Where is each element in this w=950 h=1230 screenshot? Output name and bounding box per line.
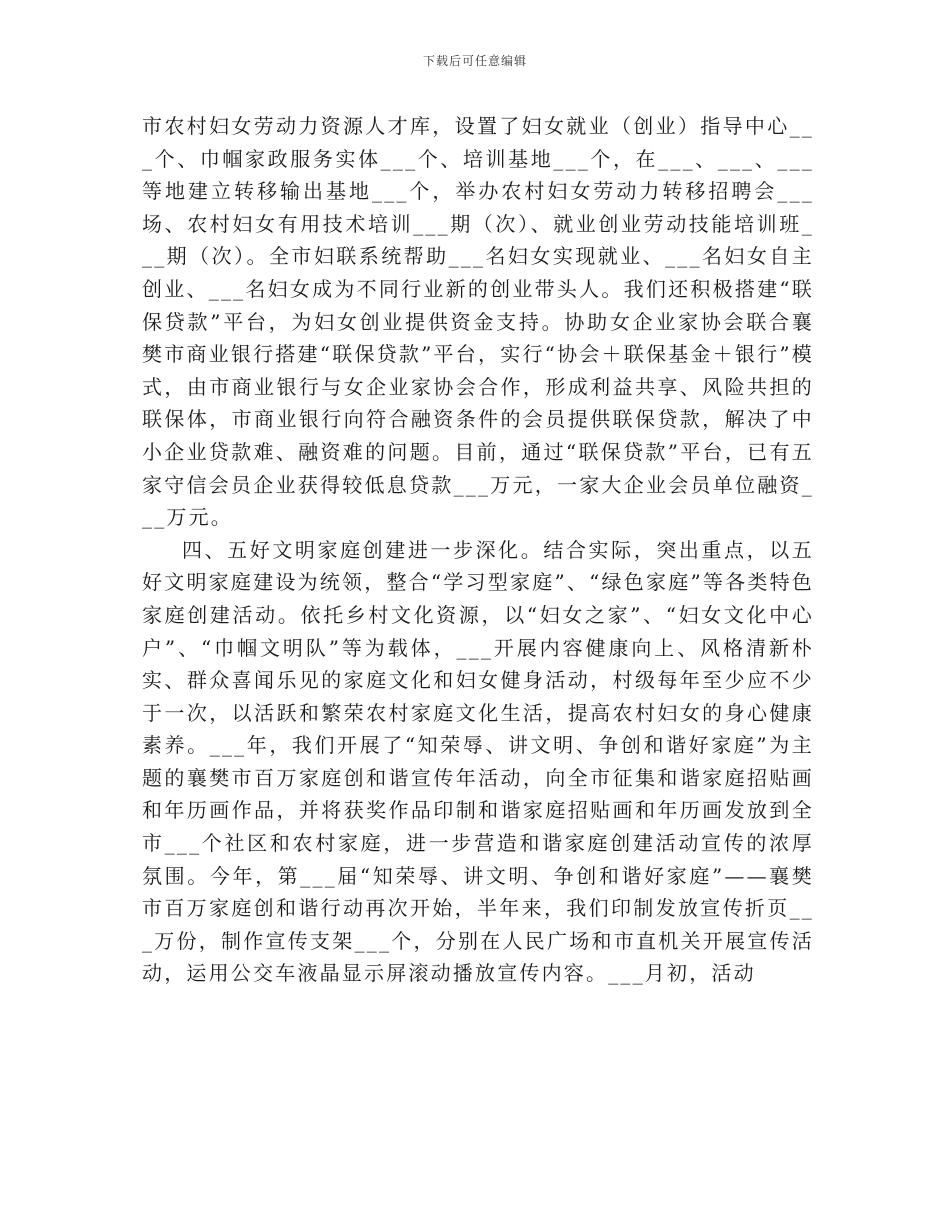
paragraph-employment: 市农村妇女劳动力资源人才库，设置了妇女就业（创业）指导中心___个、巾帼家政服务实体___个、培训基地___个，在___、___、___等地建立转移输出基地___个，举办农村妇女劳动力转移招聘会___场、农村妇女有用技术培训___期（次）、就业创业劳动技能培训班___期（次）。全市妇联系统帮助___名妇女实现就业、___名妇女自主创业、___名妇女成为不同行业新的创业带头人。我们还积极搭建“联保贷款”平台，为妇女创业提供资金支持。协助女企业家协会联合襄樊市商业银行搭建“联保贷款”平台，实行“协会＋联保基金＋银行”模式，由市商业银行与女企业家协会合作，形成利益共享、风险共担的联保体，市商业银行向符合融资条件的会员提供联保贷款，解决了中小企业贷款难、融资难的问题。目前，通过“联保贷款”平台，已有五家守信会员企业获得较低息贷款___万元，一家大企业会员单位融资___万元。 — [142, 114, 814, 530]
paragraph-family-civilization: 四、五好文明家庭创建进一步深化。结合实际，突出重点，以五好文明家庭建设为统领，整合“学习型家庭”、“绿色家庭”等各类特色家庭创建活动。依托乡村文化资源，以“妇女之家”、“妇女文化中心户”、“巾帼文明队”等为载体，___开展内容健康向上、风格清新朴实、群众喜闻乐见的家庭文化和妇女健身活动，村级每年至少应不少于一次，以活跃和繁荣农村家庭文化生活，提高农村妇女的身心健康素养。___年，我们开展了“知荣辱、讲文明、争创和谐好家庭”为主题的襄樊市百万家庭创和谐宣传年活动，向全市征集和谐家庭招贴画和年历画作品，并将获奖作品印制和谐家庭招贴画和年历画发放到全市___个社区和农村家庭，进一步营造和谐家庭创建活动宣传的浓厚氛围。今年，第___届“知荣辱、讲文明、争创和谐好家庭”——襄樊市百万家庭创和谐行动再次开始，半年来，我们印制发放宣传折页___万份，制作宣传支架___个，分别在人民广场和市直机关开展宣传活动，运用公交车液晶显示屏滚动播放宣传内容。___月初，活动 — [142, 537, 814, 986]
document-body — [142, 110, 814, 990]
page-header: 下载后可任意编辑 — [422, 54, 527, 68]
